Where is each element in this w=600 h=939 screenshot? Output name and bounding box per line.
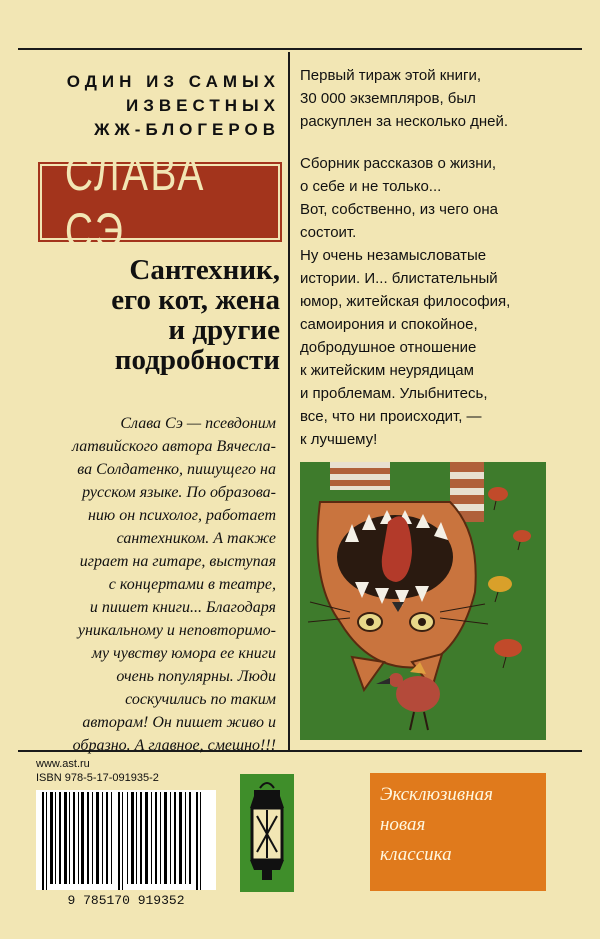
title-line: его кот, жена (111, 284, 280, 316)
author-name: СЛАВА СЭ (64, 145, 206, 259)
series-line: Эксклюзивная (380, 784, 493, 805)
publisher-logo (240, 774, 294, 892)
column-divider (288, 52, 290, 752)
bio-line: играет на гитаре, выступая (79, 553, 276, 570)
cat-illustration (300, 462, 546, 740)
blurb-line: юмор, житейская философия, (300, 293, 511, 310)
bio-line: латвийского автора Вячесла- (72, 438, 276, 455)
title-line: подробности (114, 344, 280, 376)
blurb-line: Вот, собственно, из чего она (300, 201, 498, 218)
title-line: Сантехник, (129, 254, 280, 286)
bio-line: авторам! Он пишет живо и (82, 714, 276, 731)
bio-line: с концертами в театре, (108, 576, 276, 593)
blurb-line: Ну очень незамысловатые (300, 247, 487, 264)
blurb-line: Сборник рассказов о жизни, (300, 155, 497, 172)
bio-line: русском языке. По образова- (82, 484, 276, 501)
bio-line: ва Солдатенко, пишущего на (77, 461, 276, 478)
bio-line: соскучились по таким (125, 691, 276, 708)
barcode (36, 790, 216, 890)
bio-line: уникальному и неповторимо- (77, 622, 276, 639)
title-line: и другие (168, 314, 280, 346)
blurb-line: все, что ни происходит, — (300, 408, 482, 425)
cat-drawing (300, 462, 546, 740)
bio-line: нию он психолог, работает (87, 507, 276, 524)
tagline-line: ЖЖ-БЛОГЕРОВ (94, 120, 280, 139)
barcode-number: 9 785170 919352 (67, 893, 185, 908)
author-box (38, 145, 282, 259)
series-line: новая (380, 814, 426, 835)
tagline-line: ИЗВЕСТНЫХ (126, 96, 280, 115)
blurb-line: и проблемам. Улыбнитесь, (300, 385, 488, 402)
tagline (30, 70, 280, 142)
isbn: ISBN 978-5-17-091935-2 (36, 772, 159, 784)
blurb-line: состоит. (300, 224, 357, 241)
blurb-first-print (300, 64, 540, 133)
blurb-line: раскуплен за несколько дней. (300, 113, 509, 130)
author-bio (20, 412, 276, 757)
series-line: классика (380, 844, 452, 865)
bio-line: Слава Сэ — псевдоним (120, 415, 276, 432)
top-rule (18, 48, 582, 50)
blurb-line: Первый тираж этой книги, (300, 67, 482, 84)
tagline-line: ОДИН ИЗ САМЫХ (66, 72, 280, 91)
series-name (380, 780, 540, 870)
bio-line: и пишет книги... Благодаря (89, 599, 276, 616)
blurb-line: самоирония и спокойное, (300, 316, 478, 333)
blurb-description (300, 152, 540, 451)
bio-line: очень популярны. Люди (116, 668, 276, 685)
publisher-url[interactable]: www.ast.ru (36, 758, 90, 770)
bio-line: му чувству юмора ее книги (91, 645, 276, 662)
blurb-line: к житейским неурядицам (300, 362, 474, 379)
blurb-line: к лучшему! (300, 431, 378, 448)
blurb-line: 30 000 экземпляров, был (300, 90, 476, 107)
blurb-line: истории. И... блистательный (300, 270, 498, 287)
lantern-icon (240, 774, 294, 892)
bio-line: образно. А главное, смешно!!! (72, 737, 276, 754)
barcode-bars (36, 790, 216, 890)
blurb-line: добродушное отношение (300, 339, 477, 356)
bio-line: сантехником. А также (116, 530, 276, 547)
blurb-line: о себе и не только... (300, 178, 442, 195)
book-title (40, 255, 280, 375)
